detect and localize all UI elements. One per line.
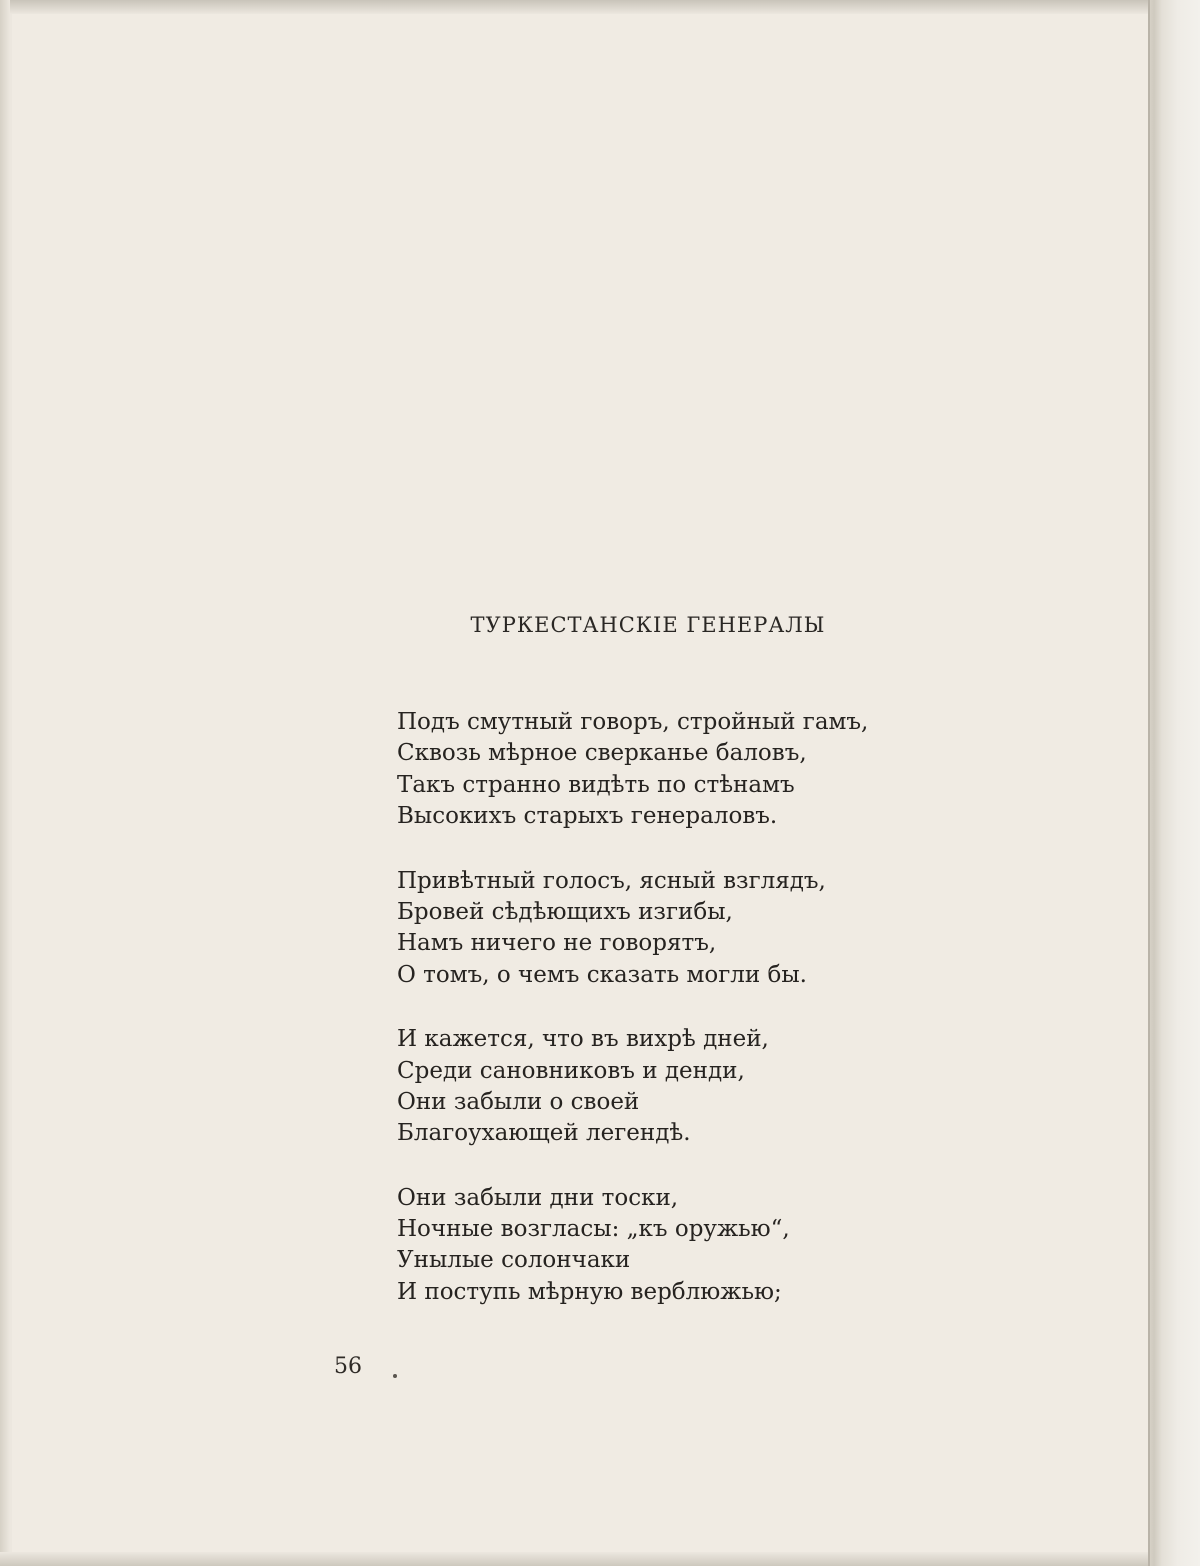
poem-line: И кажется, что въ вихрѣ дней, bbox=[397, 1026, 769, 1053]
page-fold-line bbox=[1148, 0, 1150, 1566]
book-spine-edge bbox=[1148, 0, 1200, 1566]
stanza bbox=[397, 866, 957, 992]
page-left-edge bbox=[0, 0, 10, 1566]
poem-line: Сквозь мѣрное сверканье баловъ, bbox=[397, 740, 807, 767]
stanza bbox=[397, 1024, 957, 1150]
poem-line: И поступь мѣрную верблюжью; bbox=[397, 1278, 782, 1305]
poem-body bbox=[397, 707, 957, 1341]
poem-line: Высокихъ старыхъ генераловъ. bbox=[397, 803, 778, 830]
page-bottom-edge bbox=[0, 1552, 1200, 1566]
poem-line: Благоухающей легендѣ. bbox=[397, 1120, 691, 1147]
poem-line: Подъ смутный говоръ, стройный гамъ, bbox=[397, 709, 869, 735]
poem-line: Ночные возгласы: „къ оружью“, bbox=[397, 1216, 790, 1243]
poem-line: Среди сановниковъ и денди, bbox=[397, 1057, 745, 1084]
poem-line: Они забыли дни тоски, bbox=[397, 1184, 679, 1211]
bleed-through-text bbox=[500, 168, 880, 462]
ink-speck bbox=[393, 1374, 397, 1378]
poem-line: Унылые солончаки bbox=[397, 1247, 631, 1274]
stanza bbox=[397, 1183, 957, 1309]
poem-line: Привѣтный голосъ, ясный взглядъ, bbox=[397, 867, 826, 894]
poem-title: ТУРКЕСТАНСКІЕ ГЕНЕРАЛЫ bbox=[470, 613, 826, 637]
poem-line: Такъ странно видѣть по стѣнамъ bbox=[397, 771, 795, 798]
poem-line: Намъ ничего не говорятъ, bbox=[397, 930, 717, 957]
poem-line: Бровей сѣдѣющихъ изгибы, bbox=[397, 898, 733, 925]
poem-line: О томъ, о чемъ сказать могли бы. bbox=[397, 961, 807, 988]
stanza bbox=[397, 707, 957, 833]
poem-line: Они забыли о своей bbox=[397, 1088, 640, 1115]
page-top-edge bbox=[0, 0, 1200, 14]
page-number: 56 bbox=[334, 1354, 362, 1379]
